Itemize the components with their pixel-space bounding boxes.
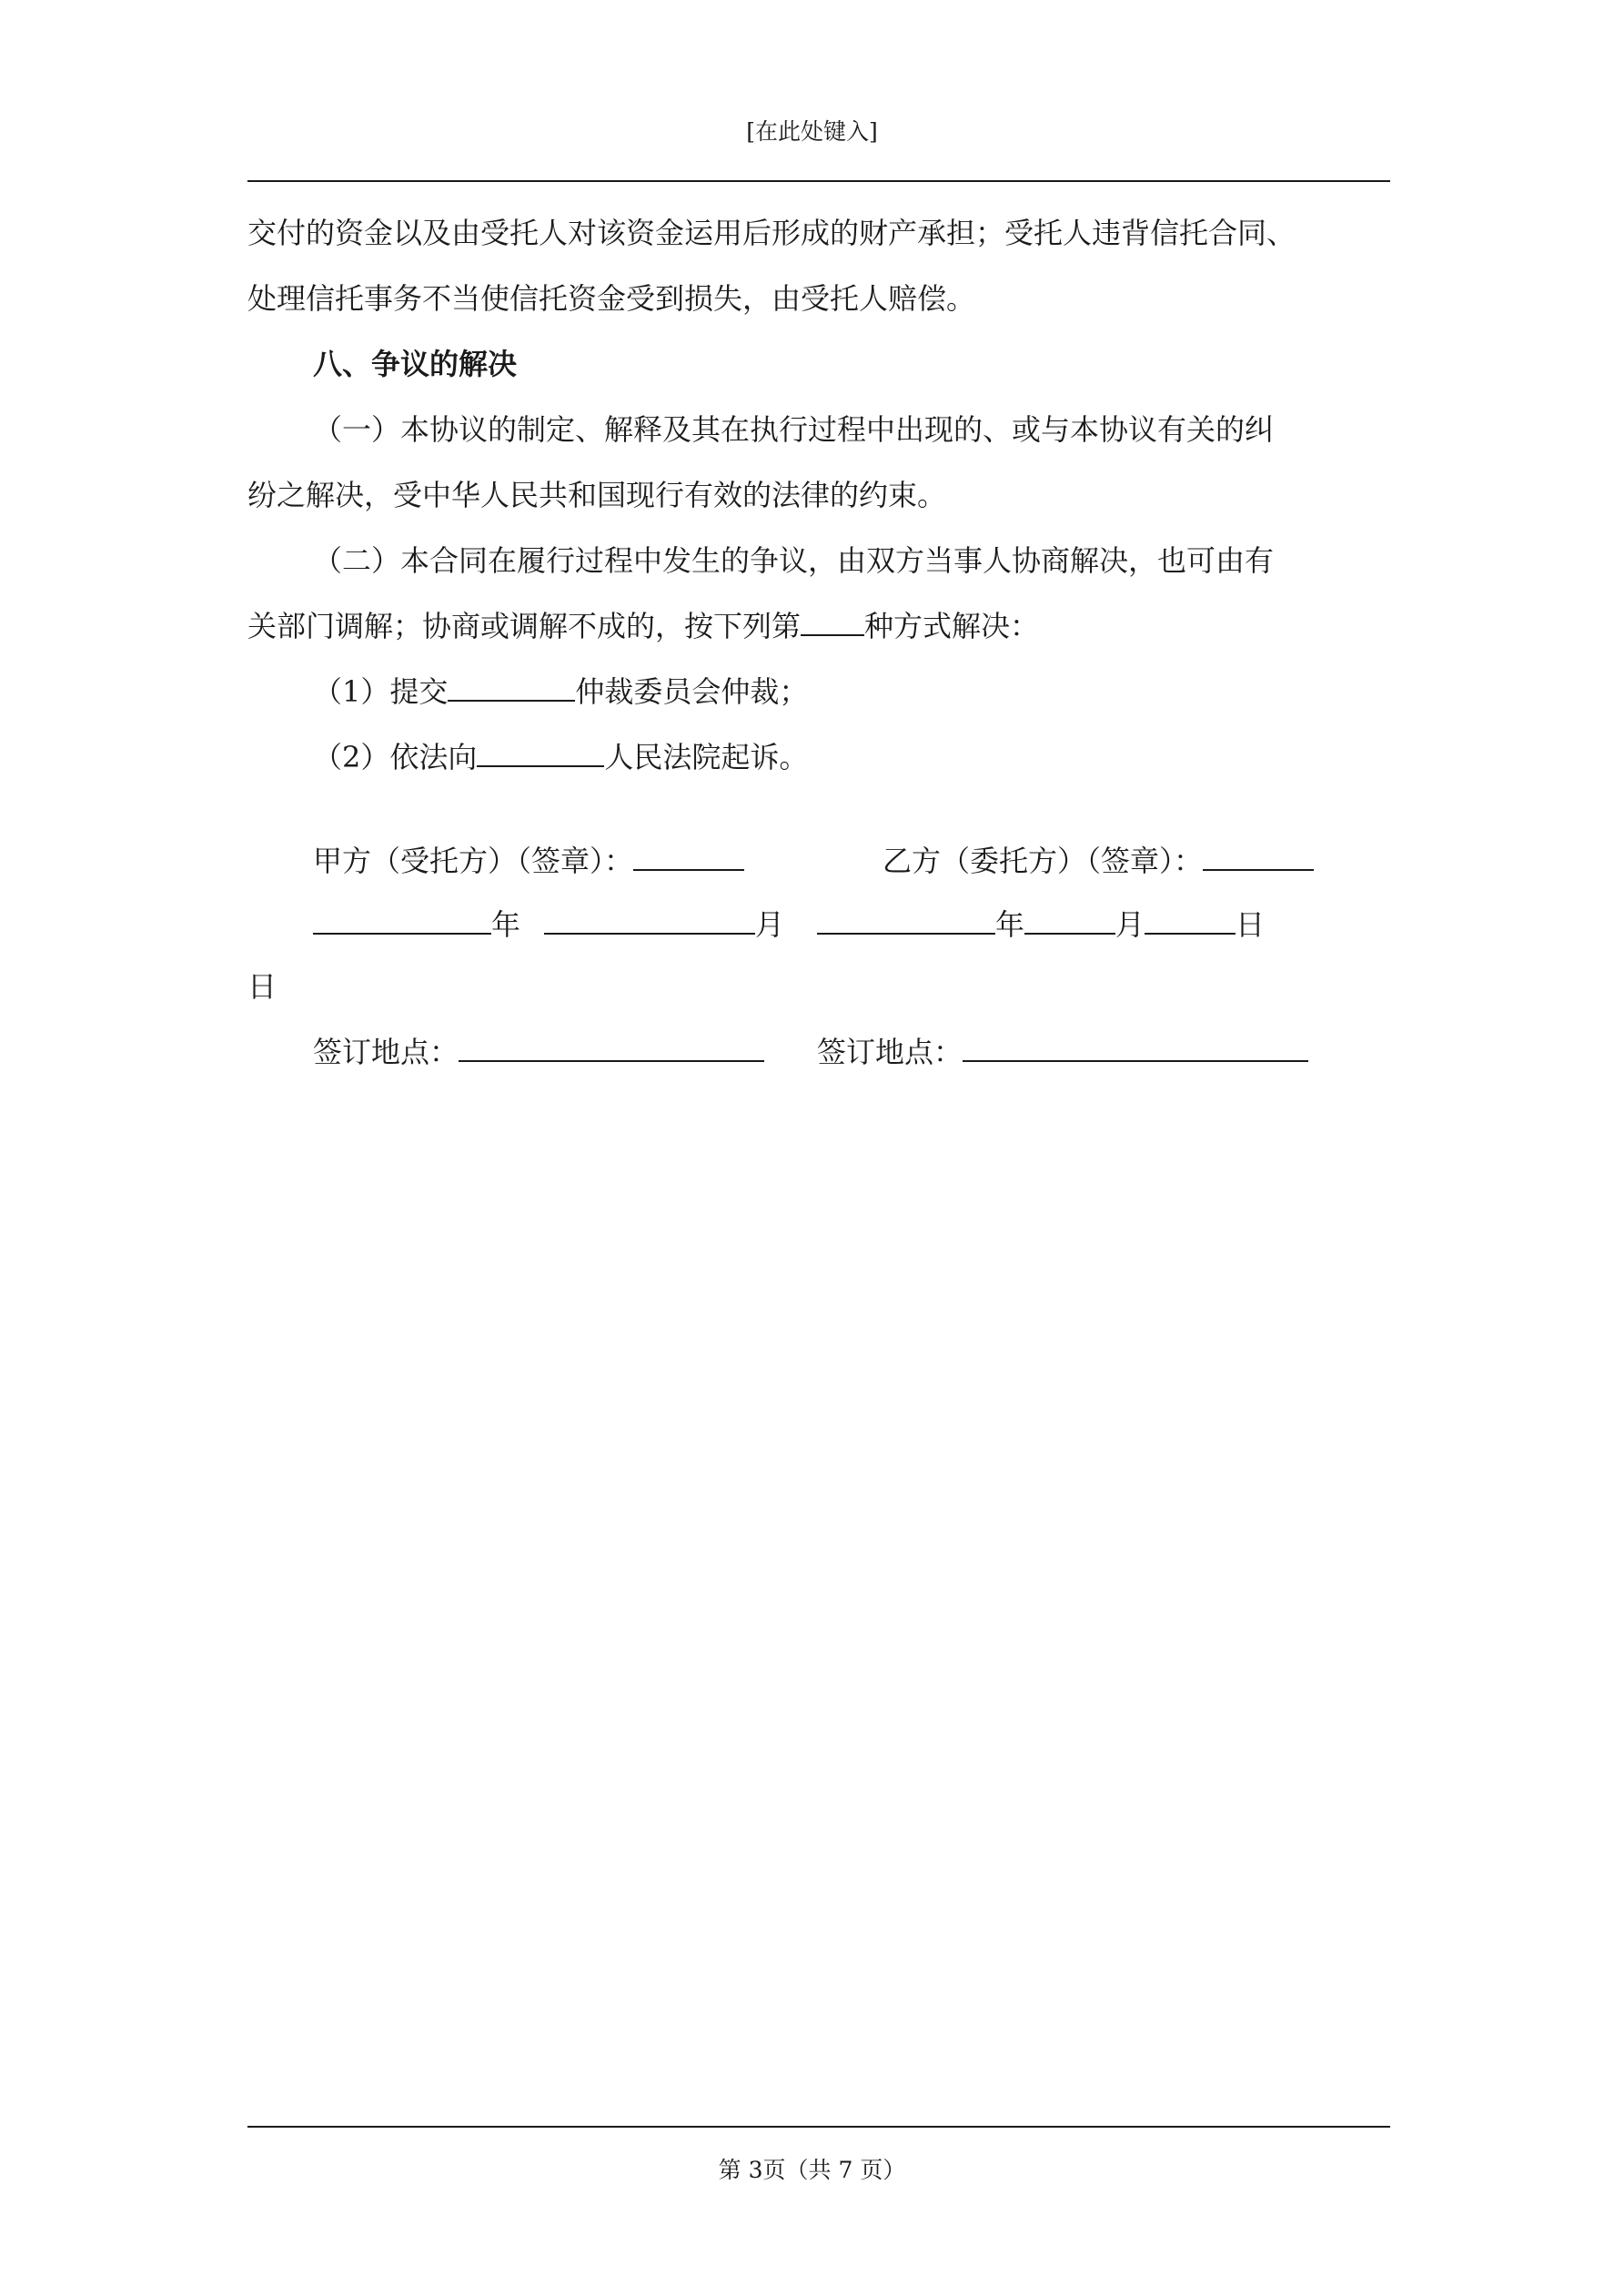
day-blank[interactable] [1145, 905, 1236, 935]
header-rule [247, 180, 1390, 182]
party-a-signature [313, 828, 744, 894]
paragraph-line: （一）本协议的制定、解释及其在执行过程中出现的、或与本协议有关的纠 [313, 412, 1275, 447]
day-label: 日 [1236, 907, 1266, 942]
footer-rule [247, 2126, 1390, 2128]
paragraph-text: 关部门调解；协商或调解不成的，按下列第 [247, 609, 802, 643]
fill-in-blank[interactable] [477, 738, 604, 767]
paragraph-line: 纷之解决，受中华人民共和国现行有效的法律的约束。 [247, 478, 947, 512]
year-blank[interactable] [313, 905, 491, 935]
paragraph-line: （二）本合同在履行过程中发生的争议，由双方当事人协商解决，也可由有 [313, 543, 1275, 578]
year-label: 年 [995, 907, 1025, 942]
party-b-signature [883, 828, 1314, 894]
paragraph-line: 处理信托事务不当使信托资金受到损失，由受托人赔偿。 [247, 281, 976, 316]
place-label: 签订地点： [313, 1035, 459, 1069]
party-a-place [313, 1019, 764, 1085]
year-blank[interactable] [817, 905, 995, 935]
party-a-label: 甲方（受托方）（签章）： [313, 844, 634, 878]
place-blank[interactable] [459, 1033, 764, 1062]
party-b-place [817, 1019, 1308, 1085]
party-b-label: 乙方（委托方）（签章）： [883, 844, 1204, 878]
year-label: 年 [491, 907, 521, 942]
fill-in-blank[interactable] [448, 673, 575, 702]
party-a-sign-blank[interactable] [633, 842, 744, 871]
section-heading: 八、争议的解决 [313, 347, 518, 381]
party-b-sign-blank[interactable] [1203, 842, 1314, 871]
party-b-date [817, 892, 1265, 957]
fill-in-blank[interactable] [801, 607, 864, 636]
month-label: 月 [1115, 907, 1145, 942]
document-body [247, 200, 1390, 1110]
paragraph-line: 交付的资金以及由受托人对该资金运用后形成的财产承担；受托人违背信托合同、 [247, 216, 1296, 250]
option-text: 仲裁委员会仲裁； [575, 674, 809, 709]
month-blank[interactable] [544, 905, 755, 935]
page-header: [在此处键入] [746, 118, 878, 145]
page-footer: 第 3页（共 7 页） [718, 2157, 906, 2183]
option-item [313, 659, 808, 724]
month-blank[interactable] [1024, 905, 1115, 935]
option-item [313, 724, 808, 790]
place-blank[interactable] [963, 1033, 1308, 1062]
paragraph-text: 种方式解决： [864, 609, 1040, 643]
place-label: 签订地点： [817, 1035, 963, 1069]
option-label: （2）依法向 [313, 740, 478, 774]
party-a-date [313, 892, 520, 957]
option-label: （1）提交 [313, 674, 449, 709]
month-label: 月 [755, 907, 785, 942]
paragraph-line [247, 593, 1039, 659]
party-a-month [544, 892, 784, 957]
party-a-day-label: 日 [247, 969, 277, 1004]
option-text: 人民法院起诉。 [604, 740, 809, 774]
